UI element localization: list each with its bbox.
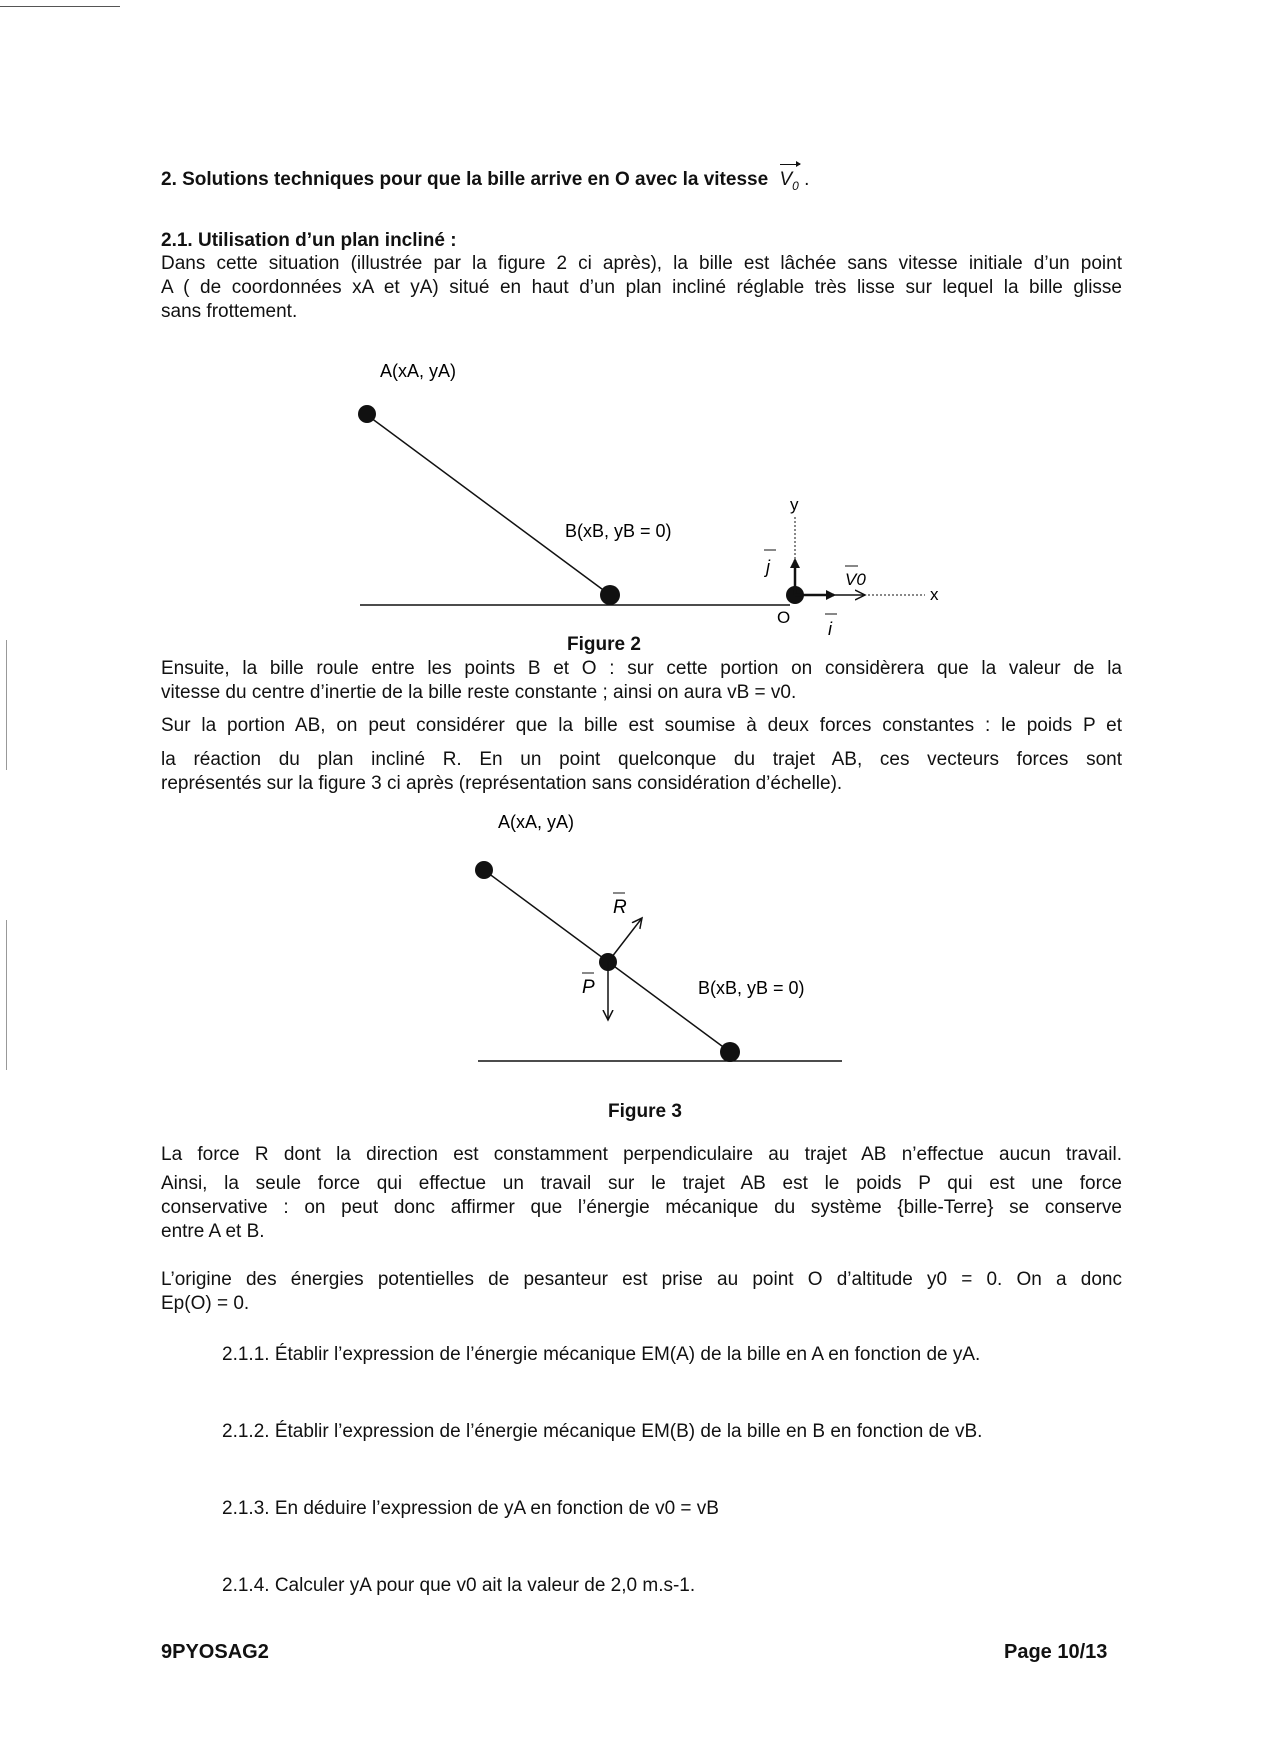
origin-line-1: L’origine des énergies potentielles de pesanteur est prise au point O d’altitude y0 = 0. On a donc bbox=[161, 1269, 1122, 1290]
label-point-a: A(xA, yA) bbox=[380, 361, 457, 381]
footer-code: 9PYOSAG2 bbox=[161, 1641, 269, 1663]
question-2-1-1: 2.1.1. Établir l’expression de l’énergie mécanique EM(A) de la bille en A en fonction de yA. bbox=[222, 1344, 981, 1365]
point-a-ball bbox=[475, 861, 493, 879]
point-a-ball bbox=[358, 405, 376, 423]
figure-2-diagram bbox=[340, 355, 960, 635]
scan-top-line bbox=[0, 6, 120, 7]
label-vector-j: j bbox=[766, 557, 770, 577]
scan-margin-mark bbox=[6, 640, 7, 770]
subsection-title: 2.1. Utilisation d’un plan incliné : bbox=[161, 230, 457, 251]
force-r-arrow bbox=[608, 918, 642, 962]
para3-line-4: entre A et B. bbox=[161, 1221, 265, 1242]
figure-3-diagram bbox=[470, 810, 870, 1070]
label-axis-x: x bbox=[930, 585, 939, 604]
question-2-1-2: 2.1.2. Établir l’expression de l’énergie mécanique EM(B) de la bille en B en fonction de vB. bbox=[222, 1421, 983, 1442]
point-b-ball bbox=[600, 585, 620, 605]
para2-line-5: représentés sur la figure 3 ci après (représentation sans considération d’échelle). bbox=[161, 773, 843, 794]
para2-line-1: Ensuite, la bille roule entre les points B et O : sur cette portion on considèrera que la valeur de la bbox=[161, 658, 1122, 679]
label-vector-i: i bbox=[828, 619, 832, 635]
figure-2-caption: Figure 2 bbox=[567, 634, 641, 655]
label-origin: O bbox=[777, 608, 791, 627]
para2-line-4: la réaction du plan incliné R. En un point quelconque du trajet AB, ces vecteurs forces sont bbox=[161, 749, 1122, 770]
intro-line-3: sans frottement. bbox=[161, 301, 298, 322]
para3-line-3: conservative : on peut donc affirmer que l’énergie mécanique du système {bille-Terre} se conserve bbox=[161, 1197, 1122, 1218]
label-point-a: A(xA, yA) bbox=[498, 812, 575, 832]
figure-3-caption: Figure 3 bbox=[608, 1101, 682, 1122]
intro-line-2: A ( de coordonnées xA et yA) situé en haut d’un plan incliné réglable très lisse sur lequel la bille glisse bbox=[161, 277, 1122, 298]
para3-line-1: La force R dont la direction est constamment perpendiculaire au trajet AB n’effectue aucun travail. bbox=[161, 1144, 1122, 1165]
label-axis-y: y bbox=[790, 495, 799, 514]
section-title-text: 2. Solutions techniques pour que la bille arrive en O avec la vitesse bbox=[161, 169, 769, 190]
label-point-b: B(xB, yB = 0) bbox=[565, 521, 672, 541]
label-force-r: R bbox=[613, 897, 627, 918]
label-vector-v0: V0 bbox=[845, 570, 866, 589]
scan-margin-mark bbox=[6, 920, 7, 1070]
point-b-ball bbox=[720, 1042, 740, 1062]
para2-line-2: vitesse du centre d’inertie de la bille reste constante ; ainsi on aura vB = v0. bbox=[161, 682, 797, 703]
footer-page: Page 10/13 bbox=[1004, 1641, 1108, 1663]
section-title: 2. Solutions techniques pour que la bille arrive en O avec la vitesse $V_0$ . bbox=[161, 168, 809, 198]
para3-line-2: Ainsi, la seule force qui effectue un travail sur le trajet AB est le poids P qui est une force bbox=[161, 1173, 1122, 1194]
question-2-1-3: 2.1.3. En déduire l’expression de yA en fonction de v0 = vB bbox=[222, 1498, 719, 1519]
label-force-p: P bbox=[582, 977, 595, 998]
incline-line bbox=[367, 415, 610, 595]
intro-line-1: Dans cette situation (illustrée par la figure 2 ci après), la bille est lâchée sans vitesse initiale d’un point bbox=[161, 253, 1122, 274]
question-2-1-4: 2.1.4. Calculer yA pour que v0 ait la valeur de 2,0 m.s-1. bbox=[222, 1575, 696, 1596]
para2-line-3: Sur la portion AB, on peut considérer que la bille est soumise à deux forces constantes : le poids P et bbox=[161, 715, 1122, 736]
origin-line-2: Ep(O) = 0. bbox=[161, 1293, 250, 1314]
section-vector: $V_0$ bbox=[779, 169, 798, 190]
label-point-b: B(xB, yB = 0) bbox=[698, 978, 805, 998]
